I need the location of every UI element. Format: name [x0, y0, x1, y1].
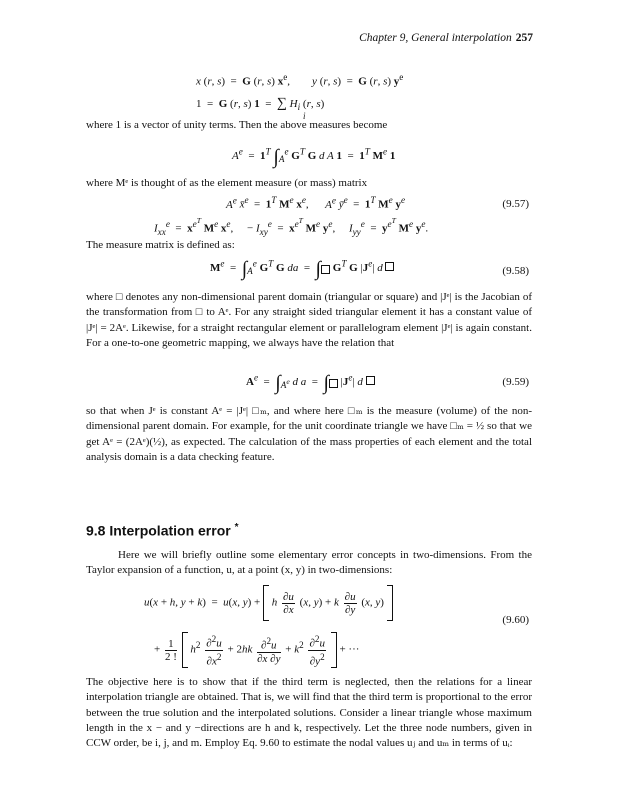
- paragraph-6: Here we will briefly outline some elementary error concepts in two-dimensions. From the Taylor expansion of a function, u, at a point (x, y) in two-dimensions:: [86, 549, 532, 577]
- equation-xy-interp: x (r, s) = G (r, s) $x^e$, y (r, s) = G (r, s) $y^e$: [196, 72, 404, 88]
- equation-unity: 1 = G (r, s) 1 = ∑ $H_i$ (r, s) i: [196, 96, 325, 121]
- equation-taylor-second: + $\frac{1}{2 !}$ $h^2$ $\frac{\partial^2u}{\partial x^2}$ + 2hk $\frac{\partial^2u}{\partial x \partial y}$ + $k^2$ $\frac{\partial^2u}{\partial y^2}$ + ···: [154, 633, 360, 668]
- section-heading: [86, 522, 239, 539]
- section-title: Interpolation error: [109, 522, 231, 539]
- paragraph-5: so that when Jᵉ is constant Aᵉ = |Jᵉ| □ₘ, and where here □ₘ is the measure (volume) of the non-dimensional parent domain. For example, for the unit coordinate triangle we have □ₘ = ½ so that we get Aᵉ = (2Aᵉ)(½), as expected. The calculation of the mass properties of each element and the total analysis domain is a data checking feature.: [86, 405, 532, 463]
- equation-first-moments: $A^e$ x̄$^e$ = $1^T$ Me $x^e$, $A^e$ $ȳ^e = 1^T$ Me $y^e$: [226, 195, 406, 211]
- equation-number-959: (9.59): [502, 376, 529, 388]
- equation-mass-matrix: $Me = \int_A^e$ $G^T$ G da = ∫ $G^T$ G $|J^e|$ d: [210, 258, 394, 281]
- paragraph-1: where 1 is a vector of unity terms. Then the above measures become: [86, 119, 388, 131]
- paragraph-7: The objective here is to show that if the third term is neglected, then the relations for a linear interpolation triangle are obtained. That is, we will find that the third term is proportional to the error between the true solution and the interpolated solutions. Consider a linear triangle whose maximum length in the x − and y −directions are h and k, respectively. Let the three node numbers, given in CCW order, be i, j, and m. Employ Eq. 9.60 to estimate the nodal values uⱼ and uₘ in terms of uᵢ:: [86, 676, 532, 750]
- equation-number-960: (9.60): [502, 614, 529, 626]
- paragraph-3: The measure matrix is defined as:: [86, 239, 235, 251]
- section-number: 9.8: [86, 522, 106, 539]
- paragraph-2: where Mᵉ is thought of as the element measure (or mass) matrix: [86, 177, 368, 189]
- equation-area-jacobian: $A^e = \int_{A^e}$ d a = ∫ $|J^e|$ d: [246, 372, 375, 395]
- equation-number-957: (9.57): [502, 198, 529, 210]
- equation-number-958: (9.58): [502, 265, 529, 277]
- chapter-title: Chapter 9, General interpolation: [359, 32, 512, 44]
- equation-area: $A^e = 1^T$ $\int_A^e$ $G^T$ G d A $1 = 1^T$ Me 1: [232, 146, 396, 168]
- equation-taylor-first: u(x + h, y + k) = u(x, y) + h $\frac{\partial u}{\partial x}$ (x, y) + k $\frac{\partial u}{\partial y}$ (x, y): [144, 585, 393, 621]
- section-mark: *: [234, 522, 239, 533]
- running-header: [359, 32, 533, 44]
- page-number: 257: [515, 32, 533, 44]
- paragraph-4: where □ denotes any non-dimensional parent domain (triangular or square) and |Jᵉ| is the Jacobian of the transformation from □ to Aᵉ. For any straight sided triangular element it has a constant value of |Jᵉ| = 2Aᵉ. Likewise, for a straight rectangular element or parallelogram element |Jᵉ| is again constant. For a one-to-one geometric mapping, we always have the relation that: [86, 291, 532, 349]
- equation-second-moments: $I_{xx}^e = x^{e^T}$ Me $x^e$, − $I_{xy}^e = x^{e^T}$ Me $y^e$, $I_{yy}^e = y^{e^T}$ Me $y^e$.: [154, 216, 429, 237]
